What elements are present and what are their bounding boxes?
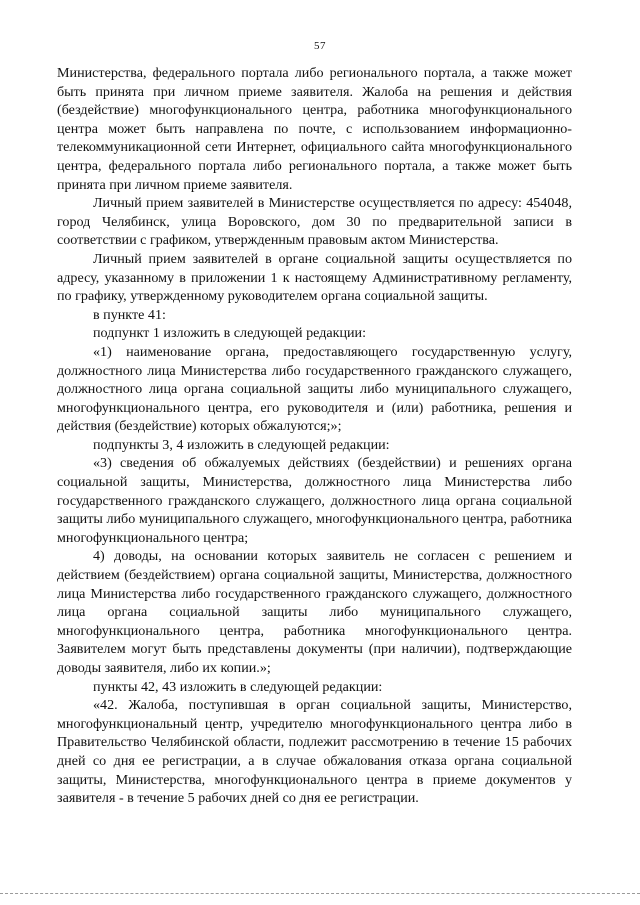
paragraph-subpoints-3-4-instruction: подпункты 3, 4 изложить в следующей редакции:	[93, 436, 390, 453]
paragraph-points-42-43-instruction: пункты 42, 43 изложить в следующей редакции:	[93, 678, 383, 695]
paragraph-ministry-reception: Личный прием заявителей в Министерстве осуществляется по адресу: 454048, город Челябинск, улица Воровского, дом 30 по предварительной записи в соответствии с графиком, утвержденным правовым актом Министерства.	[57, 195, 572, 249]
paragraph-social-protection-reception: Личный прием заявителей в органе социальной защиты осуществляется по адресу, указанному в приложении 1 к настоящему Административному регламенту, по графику, утвержденному руководителем органа социальной защиты.	[57, 250, 572, 305]
scan-edge-divider	[0, 893, 640, 894]
paragraph-subpoint-1-instruction: подпункт 1 изложить в следующей редакции:	[93, 325, 367, 342]
paragraph-point-41-heading: в пункте 41:	[93, 306, 166, 323]
document-body	[57, 64, 572, 808]
paragraph-point-42-text: «42. Жалоба, поступившая в орган социальной защиты, Министерство, многофункциональный центр, учредителю многофункционального центра либо в Правительство Челябинской области, подлежит рассмотрению в течение 15 рабочих дней со дня ее регистрации, а в случае обжалования отказа органа социальной защиты, Министерства, многофункционального центра в приеме документов у заявителя - в течение 5 рабочих дней со дня ее регистрации.	[57, 697, 572, 807]
page-number: 57	[314, 40, 326, 52]
paragraph-subpoint-1-text: «1) наименование органа, предоставляющего государственную услугу, должностного лица Министерства либо государственного гражданского служащего, должностного лица органа социальной защиты либо муниципального служащего, многофункционального центра, его руководителя и (или) работника, решения и действия (бездействие) которых обжалуются;»;	[57, 343, 572, 435]
paragraph-subpoint-4-text: 4) доводы, на основании которых заявитель не согласен с решением и действием (бездействием) органа социальной защиты, Министерства, должностного лица Министерства либо государственного гражданского служащего, должностного лица органа социальной защиты либо муниципального служащего, многофункционального центра, работника многофункционального центра. Заявителем могут быть представлены документы (при наличии), подтверждающие доводы заявителя, либо их копии.»;	[57, 548, 572, 676]
paragraph-continuation: Министерства, федерального портала либо регионального портала, а также может быть принята при личном приеме заявителя. Жалоба на решения и действия (бездействие) многофункционального центра, работника многофункционального центра может быть направлена по почте, с использованием информационно-телекоммуникационной сети Интернет, официального сайта многофункционального центра, федерального портала либо регионального портала, а также может быть принята при личном приеме заявителя.	[57, 65, 572, 193]
paragraph-subpoint-3-text: «3) сведения об обжалуемых действиях (бездействии) и решениях органа социальной защиты, Министерства, должностного лица Министерства либо государственного гражданского служащего, должностного лица органа социальной защиты либо муниципального служащего, многофункционального центра, работника многофункционального центра;	[57, 455, 572, 546]
